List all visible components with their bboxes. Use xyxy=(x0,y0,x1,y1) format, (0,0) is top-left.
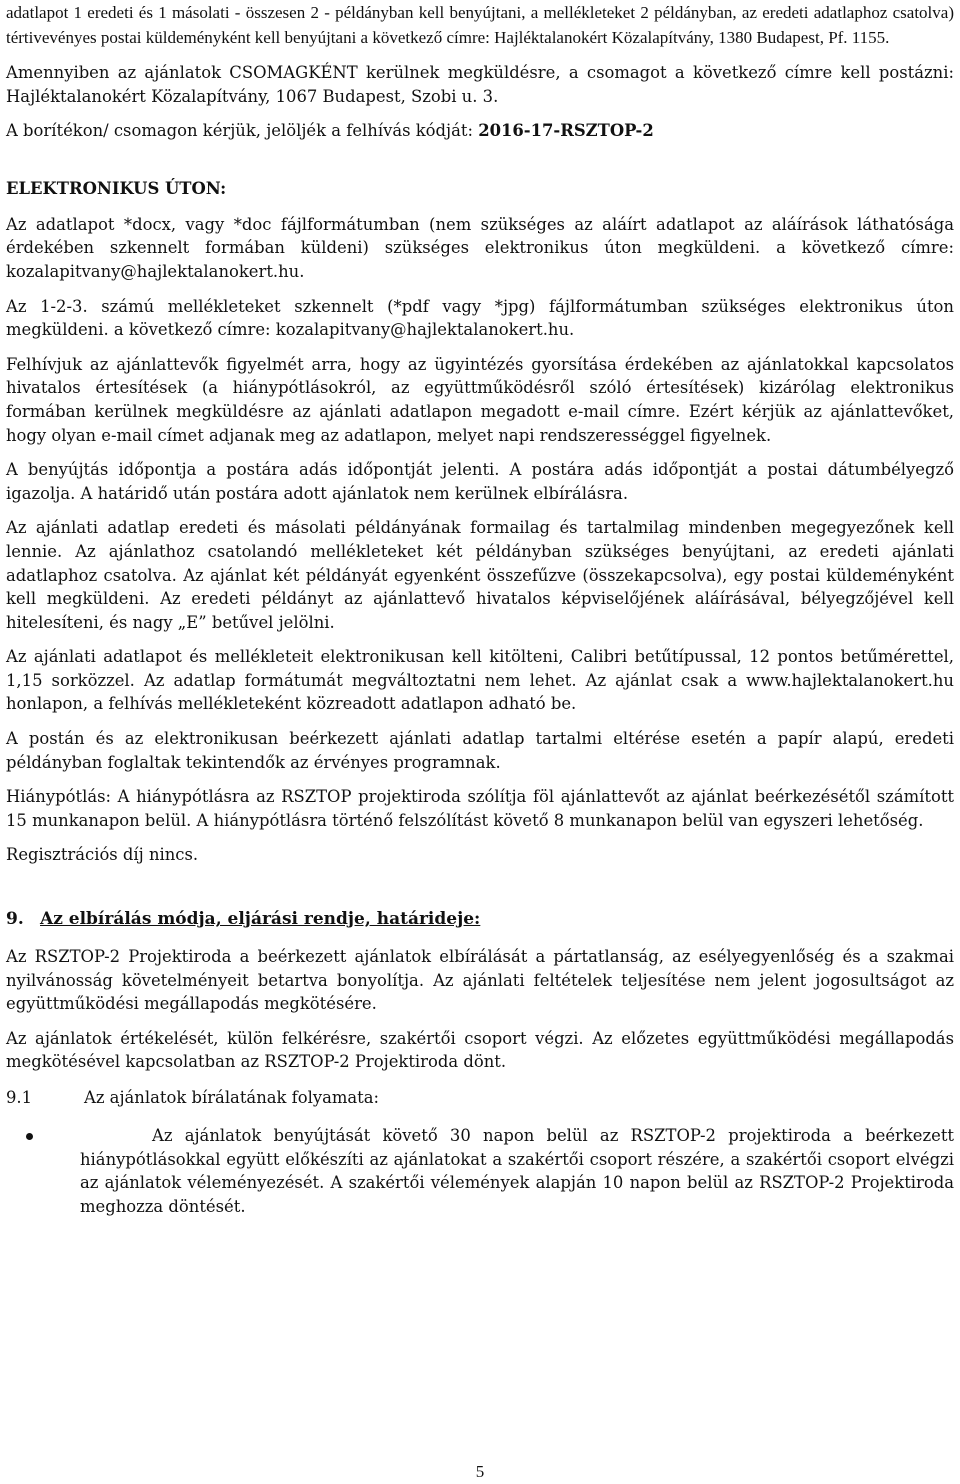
page-number: 5 xyxy=(475,1462,485,1481)
section-title: Az elbírálás módja, eljárási rendje, határideje: xyxy=(40,909,481,930)
subsection-number: 9.1 xyxy=(6,1088,33,1107)
section-9-paragraph-1: Az RSZTOP-2 Projektiroda a beérkezett ajánlatok elbírálását a pártatlanság, az esélyegyenlőség és a szakmai nyilvánosság követelményeit betartva bonyolítja. Az ajánlati feltételek teljesítése nem jelent jogosultságot az együttműködési megállapodás megkötésére. xyxy=(6,947,954,1014)
bullet-text: Az ajánlatok benyújtását követő 30 napon belül az RSZTOP-2 projektiroda a beérkezett hiánypótlásokkal együtt előkészíti az ajánlatokat a szakértői csoport részére, a szakértői csoport elvégzi az ajánlatok véleményezését. A szakértői vélemények alapján 10 napon belül az RSZTOP-2 Projektiroda meghozza döntését. xyxy=(80,1126,954,1216)
electronic-paragraph-2: Az 1-2-3. számú mellékleteket szkennelt (*pdf vagy *jpg) fájlformátumban szükséges elektronikus úton megküldeni. a következő címre: kozalapitvany@hajlektalanokert.hu. xyxy=(6,296,954,340)
discrepancy-paragraph: A postán és az elektronikusan beérkezett ajánlati adatlap tartalmi eltérése esetén a papír alapú, eredeti példányban foglaltak tekintendők az érvényes programnak. xyxy=(6,729,954,772)
section-9-paragraph-2: Az ajánlatok értékelését, külön felkérésre, szakértői csoport végzi. Az előzetes együttműködési megállapodás megkötésével kapcsolatban az RSZTOP-2 Projektiroda dönt. xyxy=(6,1028,954,1072)
format-paragraph: Az ajánlati adatlapot és mellékleteit elektronikusan kell kitölteni, Calibri betűtípussal, 12 pontos betűmérettel, 1,15 sorközzel. Az adatlap formátumát megváltoztatni nem lehet. Az ajánlat csak a www.hajlektalanokert.hu honlapon, a felhívás mellékleteként közreadott adatlapon adható be. xyxy=(6,647,954,714)
submission-date-paragraph: A benyújtás időpontja a postára adás időpontját jelenti. A postára adás időpontját a postai dátumbélyegző igazolja. A határidő után postára adott ajánlatok nem kerülnek elbírálásra. xyxy=(6,460,954,503)
electronic-heading: ELEKTRONIKUS ÚTON: xyxy=(6,178,227,198)
envelope-text: A borítékon/ csomagon kérjük, jelöljék a felhívás kódját: xyxy=(6,121,479,141)
notice-paragraph: Felhívjuk az ajánlattevők figyelmét arra, hogy az ügyintézés gyorsítása érdekében az ajánlatokkal kapcsolatos hivatalos értesítések (a hiánypótlásokról, az együttműködésről szóló értesítések) kizárólag elektronikus formában kerülnek megküldésre az ajánlati adatlapon megadott e-mail címre. Ezért kérjük az ajánlattevőket, hogy olyan e-mail címet adjanak meg az adatlapon, melyet napi rendszerességgel figyelnek. xyxy=(6,354,954,445)
package-paragraph: Amennyiben az ajánlatok CSOMAGKÉNT kerülnek megküldésre, a csomagot a következő címre kell postázni: Hajléktalanokért Közalapítvány, 1067 Budapest, Szobi u. 3. xyxy=(6,63,954,106)
envelope-paragraph xyxy=(6,119,954,143)
section-number: 9. xyxy=(6,909,24,930)
call-code: 2016-17-RSZTOP-2 xyxy=(478,121,654,141)
electronic-paragraph-1: Az adatlapot *docx, vagy *doc fájlformátumban (nem szükséges az aláírt adatlapot az aláírások láthatósága érdekében szkennelt formában küldeni) szükséges elektronikus úton megküldeni. a következő címre: kozalapitvany@hajlektalanokert.hu. xyxy=(6,214,954,281)
intro-paragraph: adatlapot 1 eredeti és 1 másolati - összesen 2 - példányban kell benyújtani, a mellékleteket 2 példányban, az eredeti adatlaphoz csatolva) tértivevényes postai küldeményként kell benyújtani a következő címre: Hajléktalanokért Közalapítvány, 1380 Budapest, Pf. 1155. xyxy=(6,3,954,47)
original-copy-paragraph: Az ajánlati adatlap eredeti és másolati példányának formailag és tartalmilag mindenben megegyezőnek kell lennie. Az ajánlathoz csatolandó mellékleteket két példányban szükséges benyújtani, az eredeti ajánlati adatlaphoz csatolva. Az ajánlat két példányát egyenként összefűzve (összekapcsolva), egy postai küldeményként kell megküldeni. Az eredeti példányt az ajánlattevő hivatalos képviselőjének aláírásával, bélyegzőjével kell hitelesíteni, és nagy „E” betűvel jelölni. xyxy=(6,518,954,632)
bullet-icon xyxy=(26,1133,33,1140)
registration-paragraph: Regisztrációs díj nincs. xyxy=(6,845,199,865)
subsection-9-1-heading xyxy=(6,1086,954,1110)
list-item xyxy=(6,1124,954,1218)
document-page xyxy=(6,0,954,1218)
section-9-heading xyxy=(6,907,954,931)
deficiency-paragraph: Hiánypótlás: A hiánypótlásra az RSZTOP projektiroda szólítja föl ajánlattevőt az ajánlat beérkezésétől számított 15 munkanapon belül. A hiánypótlásra történő felszólítást követő 8 munkanapon belül van egyszeri lehetőség. xyxy=(6,787,954,830)
subsection-title: Az ajánlatok bírálatának folyamata: xyxy=(84,1088,380,1107)
